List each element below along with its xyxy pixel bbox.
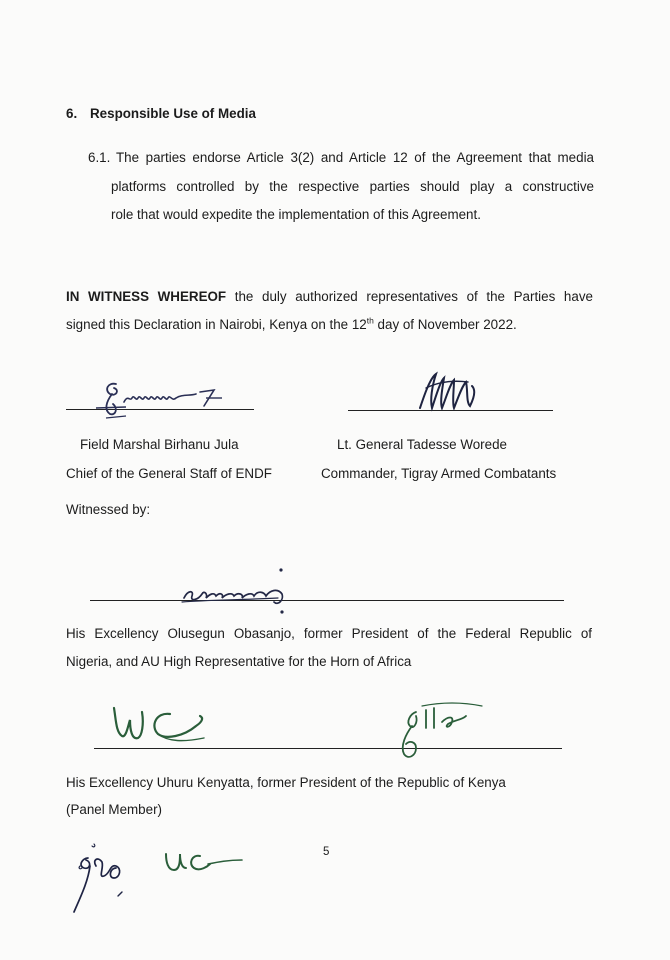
signature-right-image	[412, 368, 484, 414]
signatory-right-title: Commander, Tigray Armed Combatants	[321, 466, 557, 481]
signatory-left-name: Field Marshal Birhanu Jula	[80, 437, 239, 452]
witness-clause-line-2	[66, 317, 517, 332]
witness-clause-line2-before: signed this Declaration in Nairobi, Kenya on the 12	[66, 317, 367, 332]
witness-1-line-1: His Excellency Olusegun Obasanjo, former President of the Federal Republic of	[66, 626, 592, 641]
witness-1-signature-image	[178, 564, 298, 616]
witness-clause-line1-rest: the duly authorized representatives of the Parties have	[234, 289, 593, 304]
clause-number: 6.1.	[88, 150, 111, 165]
witness-clause-line2-after: day of November 2022.	[373, 317, 517, 332]
witness-signature-line-1	[90, 600, 564, 601]
signatory-right-name: Lt. General Tadesse Worede	[337, 437, 507, 452]
section-title: Responsible Use of Media	[90, 106, 256, 121]
signatory-left-title: Chief of the General Staff of ENDF	[66, 466, 272, 481]
clause-line-2: platforms controlled by the respective parties should play a constructive	[111, 179, 594, 194]
witness-clause-line-1	[66, 289, 593, 304]
section-number: 6.	[66, 106, 78, 121]
page-number: 5	[323, 846, 330, 858]
initials-right-image	[162, 846, 244, 876]
witness-clause-lead: IN WITNESS WHEREOF	[66, 289, 227, 304]
witness-clause-ordinal: th	[366, 315, 374, 326]
witness-2-line-1: His Excellency Uhuru Kenyatta, former President of the Republic of Kenya	[66, 775, 506, 790]
signature-left-image	[86, 372, 246, 422]
witness-2-line-2: (Panel Member)	[66, 802, 162, 817]
witnessed-by-label: Witnessed by:	[66, 502, 151, 517]
clause-line-3: role that would expedite the implementation of this Agreement.	[111, 207, 481, 222]
witness-2-second-signature-image	[382, 698, 492, 764]
witness-1-line-2: Nigeria, and AU High Representative for the Horn of Africa	[66, 654, 412, 669]
clause-line-1: The parties endorse Article 3(2) and Article 12 of the Agreement that media	[116, 150, 594, 165]
witness-2-signature-image	[108, 696, 208, 752]
initials-left-image	[66, 838, 136, 916]
